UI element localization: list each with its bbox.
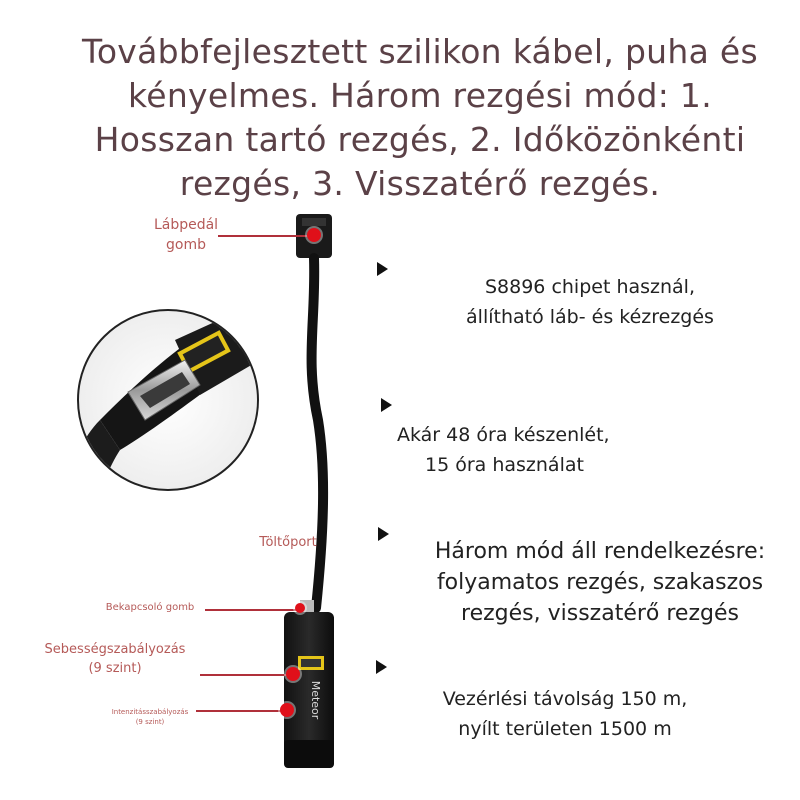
power-button-leader [205,609,300,611]
speed-control-leader [200,674,292,676]
zoom-inset [60,300,290,520]
power-button-label: Bekapcsoló gomb [105,602,195,613]
bullet-arrow-icon [378,527,389,541]
feature-range: Vezérlési távolság 150 m, nyílt területen 1500 m [442,688,688,740]
feature-battery: Akár 48 óra készenlét, 15 óra használat [397,424,610,476]
bullet-arrow-icon [377,262,388,276]
headline: Továbbfejlesztett szilikon kábel, puha és kényelmes. Három rezgési mód: 1. Hosszan tartó rezgés, 2. Időközönkénti rezgés, 3. Visszatérő rezgés. [81,32,759,203]
speed-control-dot [286,667,300,681]
foot-pedal-button-dot [307,228,321,242]
foot-pedal-leader [218,235,312,237]
bullet-arrow-icon [376,660,387,674]
intensity-control-label: Intenzitásszabályozás (9 szint) [111,708,189,726]
intensity-control-leader [196,710,292,712]
feature-chipset: S8896 chipet használ, állítható láb- és kézrezgés [466,276,714,328]
intensity-control-dot [280,703,294,717]
charging-port-label: Töltőport [259,535,317,550]
feature-modes: Három mód áll rendelkezésre: folyamatos rezgés, szakaszos rezgés, visszatérő rezgés [434,539,766,626]
speed-control-label: Sebességszabályozás (9 szint) [44,642,186,676]
foot-pedal-label: Lábpedál gomb [153,217,219,253]
device-brand-text: Meteor [309,680,322,720]
device [284,214,334,768]
power-button-dot [295,603,305,613]
bullet-arrow-icon [381,398,392,412]
